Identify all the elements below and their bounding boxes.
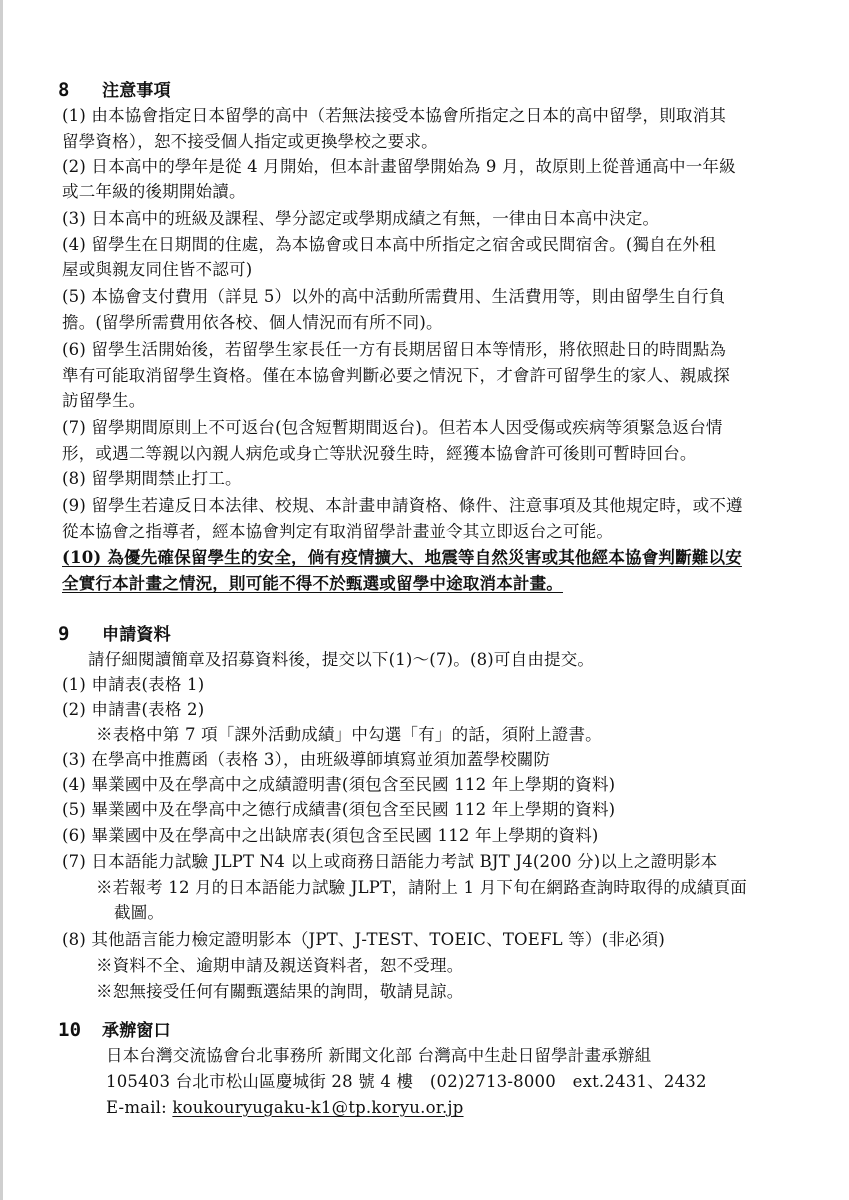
section-8-heading	[58, 78, 171, 103]
section-10-number: 10	[58, 1019, 82, 1041]
s8-item-4-line-2: 屋或與親友同住皆不認可)	[62, 260, 253, 279]
s8-item-10-line-1: (10) 為優先確保留學生的安全，倘有疫情擴大、地震等自然災害或其他經本協會判斷難以安	[62, 548, 742, 567]
s9-item-1: (1) 申請表(表格 1)	[62, 675, 205, 694]
s8-item-8: (8) 留學期間禁止打工。	[62, 469, 242, 488]
s8-item-10-line-2: 全實行本計畫之情況，則可能不得不於甄選或留學中途取消本計畫。	[62, 574, 563, 593]
section-8-number: 8	[58, 79, 70, 101]
s9-item-7-note-line-1: ※若報考 12 月的日本語能力試驗 JLPT，請附上 1 月下旬在網路查詢時取得的成績頁面	[96, 878, 747, 897]
contact-email-line	[106, 1096, 464, 1120]
s8-item-5-line-1: (5) 本協會支付費用（詳見 5）以外的高中活動所需費用、生活費用等，則由留學生自行負	[62, 287, 726, 306]
section-9-heading	[58, 622, 171, 647]
email-link[interactable]: koukouryugaku-k1@tp.koryu.or.jp	[172, 1098, 464, 1117]
section-10-title: 承辦窗口	[102, 1021, 171, 1041]
section-8-title: 注意事項	[102, 81, 171, 101]
s8-item-2-line-1: (2) 日本高中的學年是從 4 月開始，但本計畫留學開始為 9 月，故原則上從普通高中一年級	[62, 157, 736, 176]
s8-item-6-line-2: 準有可能取消留學生資格。僅在本協會判斷必要之情況下，才會許可留學生的家人、親戚探	[62, 366, 730, 385]
scan-edge	[0, 0, 3, 1200]
s9-note-incomplete: ※資料不全、逾期申請及親送資料者，恕不受理。	[96, 956, 464, 975]
email-label: E-mail:	[106, 1098, 173, 1117]
s8-item-5-line-2: 擔。(留學所需費用依各校、個人情況而有所不同)。	[62, 313, 443, 332]
s9-intro: 請仔細閱讀簡章及招募資料後，提交以下(1)～(7)。(8)可自由提交。	[88, 650, 595, 669]
s8-item-1-line-1: (1) 由本協會指定日本留學的高中（若無法接受本協會所指定之日本的高中留學，則取消其	[62, 106, 727, 125]
s9-item-7: (7) 日本語能力試驗 JLPT N4 以上或商務日語能力考試 BJT J4(200 分)以上之證明影本	[62, 852, 718, 871]
s9-item-7-note-line-2: 截圖。	[114, 903, 165, 922]
section-9-number: 9	[58, 623, 70, 645]
contact-address-phone: 105403 台北市松山區慶城街 28 號 4 樓 (02)2713-8000 ext.2431、2432	[106, 1072, 707, 1091]
s8-item-4-line-1: (4) 留學生在日期間的住處，為本協會或日本高中所指定之宿舍或民間宿舍。(獨自在外租	[62, 235, 716, 254]
section-10-heading	[58, 1018, 171, 1043]
section-9-title: 申請資料	[102, 625, 171, 645]
contact-organization: 日本台灣交流協會台北事務所 新聞文化部 台灣高中生赴日留學計畫承辦組	[106, 1046, 652, 1065]
s8-item-6-line-1: (6) 留學生活開始後，若留學生家長任一方有長期居留日本等情形，將依照赴日的時間點為	[62, 340, 727, 359]
s9-item-6: (6) 畢業國中及在學高中之出缺席表(須包含至民國 112 年上學期的資料)	[62, 826, 599, 845]
s9-item-3: (3) 在學高中推薦函（表格 3），由班級導師填寫並須加蓋學校關防	[62, 750, 551, 769]
s9-item-2-note: ※表格中第 7 項「課外活動成績」中勾選「有」的話，須附上證書。	[96, 725, 602, 744]
s8-item-7-line-2: 形，或遇二等親以內親人病危或身亡等狀況發生時，經獲本協會許可後則可暫時回台。	[62, 444, 697, 463]
s8-item-7-line-1: (7) 留學期間原則上不可返台(包含短暫期間返台)。但若本人因受傷或疾病等須緊急返台情	[62, 418, 723, 437]
s8-item-9-line-1: (9) 留學生若違反日本法律、校規、本計畫申請資格、條件、注意事項及其他規定時，或不遵	[62, 496, 743, 515]
s8-item-2-line-2: 或二年級的後期開始讀。	[62, 182, 246, 201]
s8-item-1-line-2: 留學資格），恕不接受個人指定或更換學校之要求。	[62, 132, 438, 151]
s9-note-no-inquiry: ※恕無接受任何有關甄選結果的詢問，敬請見諒。	[96, 982, 464, 1001]
s9-item-8: (8) 其他語言能力檢定證明影本（JPT、J-TEST、TOEIC、TOEFL 等）(非必須)	[62, 930, 666, 949]
s8-item-9-line-2: 從本協會之指導者，經本協會判定有取消留學計畫並令其立即返台之可能。	[62, 522, 614, 541]
s9-item-4: (4) 畢業國中及在學高中之成績證明書(須包含至民國 112 年上學期的資料)	[62, 775, 616, 794]
s9-item-5: (5) 畢業國中及在學高中之德行成績書(須包含至民國 112 年上學期的資料)	[62, 800, 616, 819]
s8-item-6-line-3: 訪留學生。	[62, 391, 146, 410]
s9-item-2: (2) 申請書(表格 2)	[62, 700, 205, 719]
s8-item-3: (3) 日本高中的班級及課程、學分認定或學期成績之有無，一律由日本高中決定。	[62, 209, 660, 228]
